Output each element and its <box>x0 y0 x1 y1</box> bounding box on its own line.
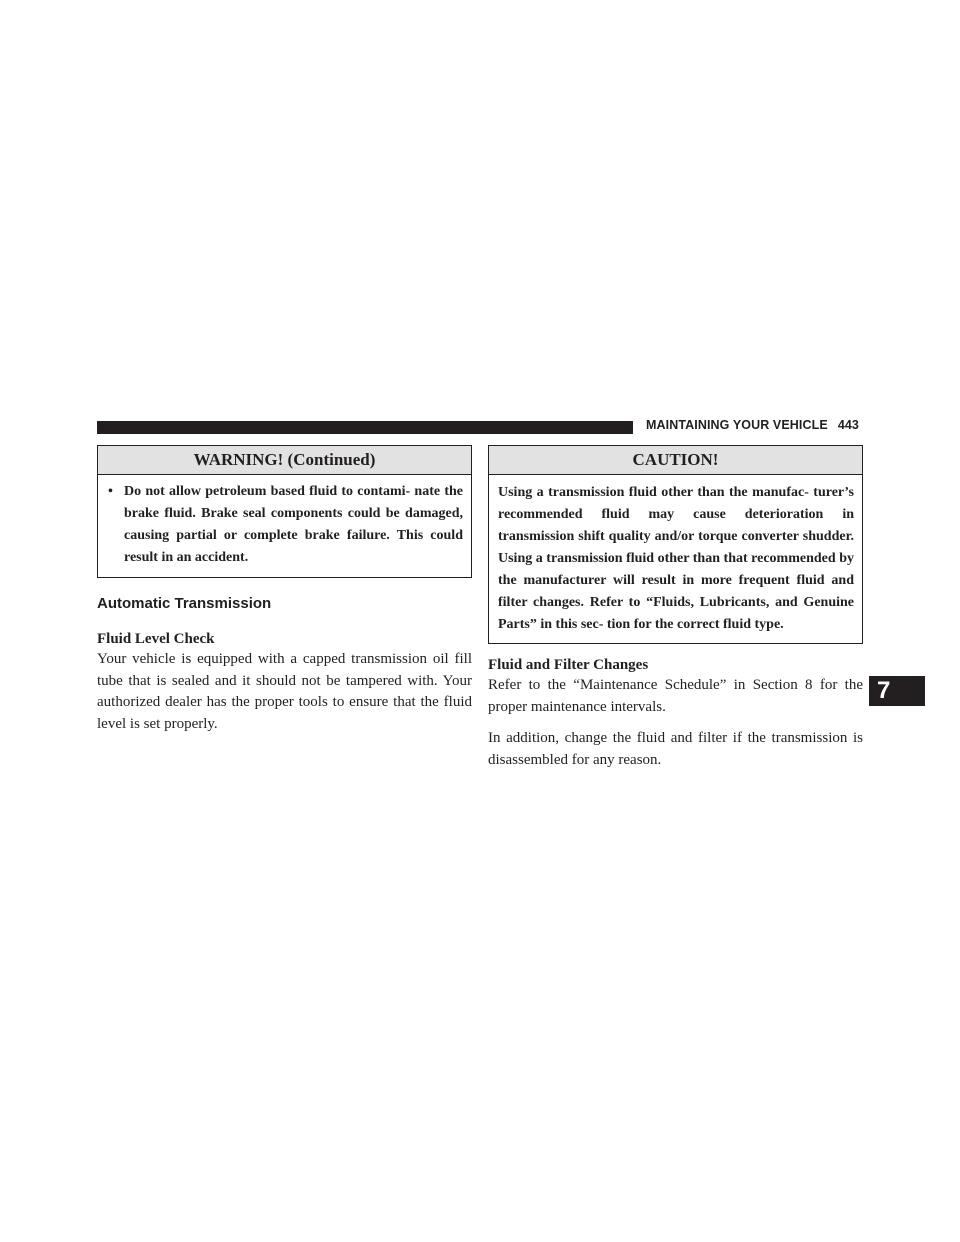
left-column <box>97 445 472 735</box>
bullet-icon: • <box>108 484 113 499</box>
header-rule <box>97 421 633 434</box>
caution-text: Using a transmission fluid other than the manufac- turer’s recommended fluid may cause deterioration in transmission shift quality and/or torque converter shudder. Using a transmission fluid other than that recommended by the manufacturer will result in more frequent fluid and filter changes. Refer to “Fluids, Lubricants, and Genuine Parts” in this sec- tion for the correct fluid type. <box>498 485 854 632</box>
running-header <box>646 418 866 432</box>
fluid-filter-changes-heading: Fluid and Filter Changes <box>488 657 649 673</box>
fluid-level-check-text: Your vehicle is equipped with a capped transmission oil fill tube that is sealed and it should not be tampered with. Your authorized dealer has the proper tools to ensure that the fluid level is set properly. <box>97 651 472 732</box>
warning-body <box>98 475 471 577</box>
section-heading: Automatic Transmission <box>97 595 272 612</box>
running-header-title: MAINTAINING YOUR VEHICLE <box>646 418 828 432</box>
section-tab: 7 <box>869 676 925 706</box>
warning-box <box>97 445 472 578</box>
warning-text: Do not allow petroleum based fluid to contami- nate the brake fluid. Brake seal components could be damaged, causing partial or complete brake failure. This could result in an accident. <box>124 484 463 565</box>
caution-heading: CAUTION! <box>489 446 862 475</box>
caution-box <box>488 445 863 644</box>
page-number: 443 <box>837 418 859 432</box>
fluid-filter-paragraph-1: Refer to the “Maintenance Schedule” in Section 8 for the proper maintenance intervals. <box>488 677 863 715</box>
fluid-level-check-heading: Fluid Level Check <box>97 631 215 647</box>
warning-heading: WARNING! (Continued) <box>98 446 471 475</box>
fluid-filter-paragraph-2: In addition, change the fluid and filter if the transmission is disassembled for any reason. <box>488 730 863 768</box>
right-column <box>488 445 863 771</box>
